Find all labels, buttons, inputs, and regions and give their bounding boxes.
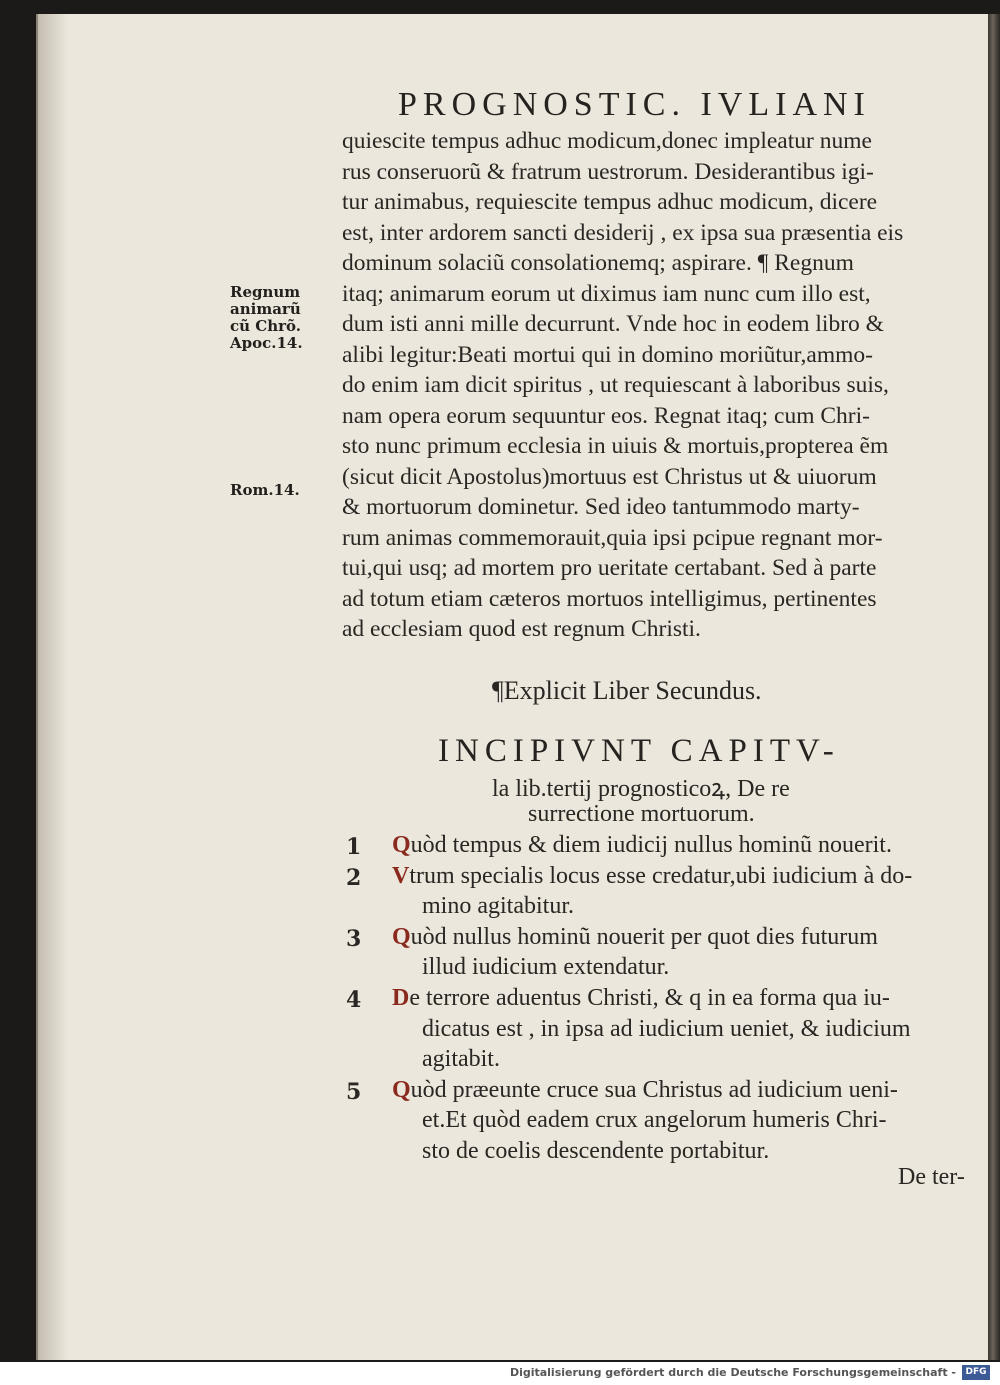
marginal-note-rom: Rom.14. [230,481,300,499]
page-edge [988,14,1000,1360]
body-text [342,126,982,645]
funding-credit[interactable]: Digitalisierung gefördert durch die Deutsche Forschungsgemeinschaft - [509,1366,956,1379]
initial-letter: D [392,984,410,1011]
section-heading: INCIPIVNT CAPITV- [438,733,840,769]
footer-bar [0,1362,1000,1385]
chapter-text: illud iudicium extendatur. [422,954,670,981]
marginal-line: animarũ [230,300,301,318]
body-line: alibi legitur:Beati mortui qui in domino moriũtur,ammo- [342,341,873,368]
chapter-text: uòd præeunte cruce sua Christus ad iudicium ueni- [410,1076,898,1103]
section-subtitle-line: la lib.tertij prognosticoꝝ, De re [492,776,790,802]
body-line: tur animabus, requiescite tempus adhuc modicum, dicere [342,189,878,215]
initial-letter: Q [392,1076,411,1103]
chapter-text: et.Et quòd eadem crux angelorum humeris Chri- [422,1107,887,1134]
initial-letter: Q [392,923,411,950]
body-line: tui,qui usq; ad mortem pro ueritate certabant. Sed à parte [342,555,877,581]
marginal-line: Apoc.14. [230,334,303,352]
chapter-text: e terrore aduentus Christi, & q in ea forma qua iu- [409,984,890,1011]
chapter-text: sto de coelis descendente portabitur. [422,1137,770,1164]
running-title: PROGNOSTIC. IVLIANI [398,86,871,123]
body-line: dominum solaciũ consolationemq; aspirare. ¶ Regnum [342,250,854,276]
marginal-line: cũ Chrõ. [230,317,301,335]
chapter-text: trum specialis locus esse credatur,ubi iudicium à do- [409,862,913,889]
chapter-text: dicatus est , in ipsa ad iudicium ueniet, & iudicium [422,1015,911,1042]
body-line: est, inter ardorem sancti desiderij , ex ipsa sua præsentia eis [342,219,904,246]
chapter-item [346,861,986,922]
chapter-number: 1 [346,834,362,860]
catchword: De ter- [898,1164,965,1190]
chapter-item [346,830,986,861]
gutter-shadow [38,14,68,1360]
chapter-item [346,983,986,1075]
chapter-list [346,830,986,1167]
explicit-line: ¶Explicit Liber Secundus. [492,676,762,705]
section-subtitle-line: surrectione mortuorum. [528,801,755,827]
body-line: (sicut dicit Apostolus)mortuus est Christus ut & uiuorum [342,463,877,490]
body-line: sto nunc primum ecclesia in uiuis & mortuis,propterea ẽm [342,433,889,459]
dfg-logo-icon[interactable]: DFG [962,1365,990,1380]
marginal-note-regnum [230,284,303,352]
chapter-text: uòd nullus hominũ nouerit per quot dies futurum [410,923,878,950]
body-line: ad ecclesiam quod est regnum Christi. [342,616,701,642]
chapter-number: 4 [346,986,362,1013]
chapter-item [346,1075,986,1167]
chapter-number: 5 [346,1078,362,1105]
chapter-text: agitabit. [422,1046,500,1073]
body-line: quiescite tempus adhuc modicum,donec impleatur nume [342,128,872,154]
body-line: rum animas commemorauit,quia ipsi pcipue regnant mor- [342,524,883,551]
body-line: dum isti anni mille decurrunt. Vnde hoc in eodem libro & [342,311,884,337]
initial-letter: V [392,862,410,889]
body-line: rus conseruorũ & fratrum uestrorum. Desiderantibus igi- [342,158,874,185]
body-line: & mortuorum dominetur. Sed ideo tantummodo marty- [342,494,860,520]
body-line: ad totum etiam cæteros mortuos intelligimus, pertinentes [342,585,877,612]
marginal-line: Regnum [230,283,301,301]
body-line: itaq; animarum eorum ut diximus iam nunc cum illo est, [342,280,871,307]
body-line: nam opera eorum sequuntur eos. Regnat itaq; cum Chri- [342,402,870,429]
chapter-number: 2 [346,864,362,891]
chapter-text: uòd tempus & diem iudicij nullus hominũ nouerit. [410,832,892,858]
chapter-text: mino agitabitur. [422,893,574,920]
chapter-number: 3 [346,925,362,952]
initial-letter: Q [392,832,411,858]
chapter-item [346,922,986,983]
body-line: do enim iam dicit spiritus , ut requiescant à laboribus suis, [342,372,889,398]
